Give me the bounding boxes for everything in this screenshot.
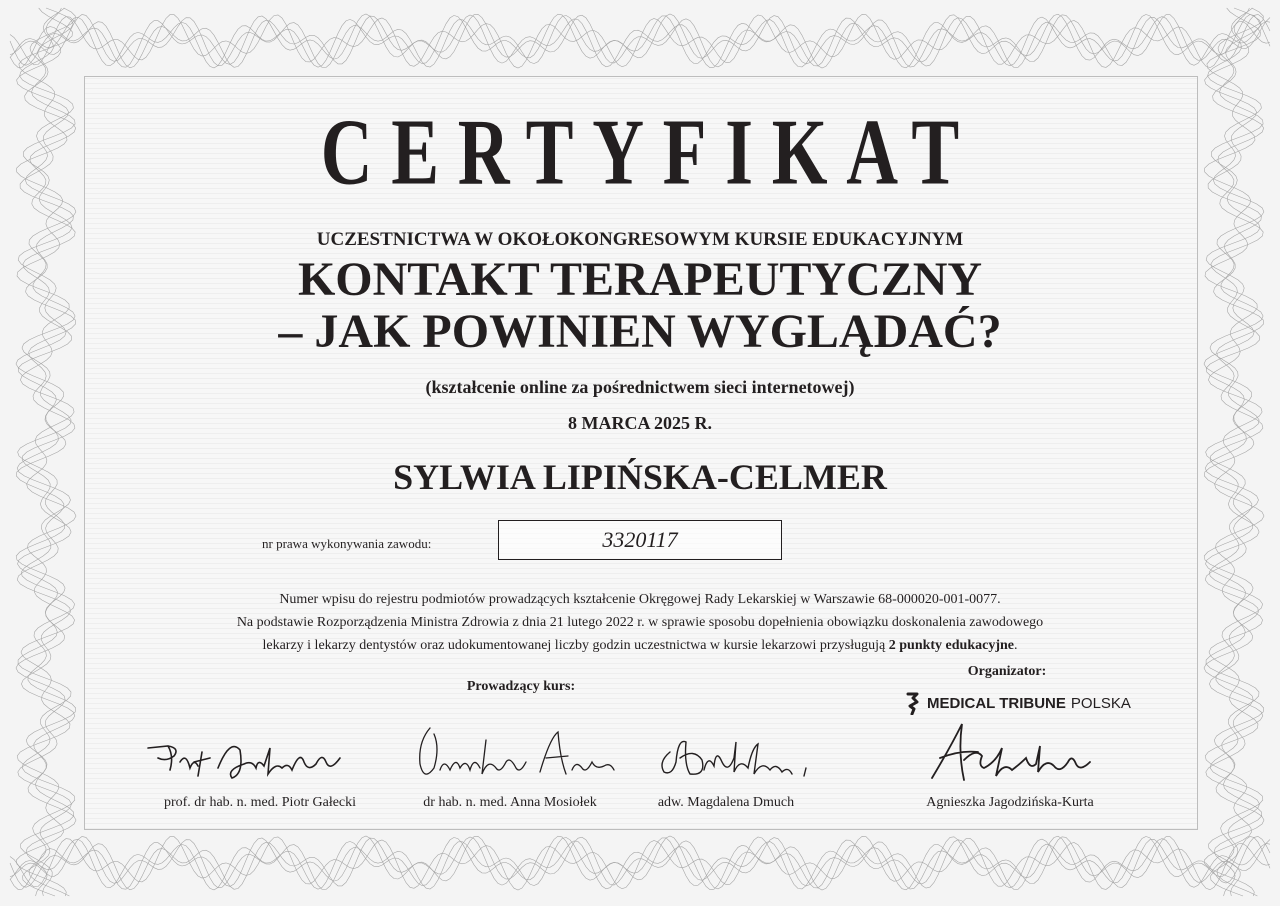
license-label: nr prawa wykonywania zawodu:	[262, 536, 432, 551]
registry-info: Numer wpisu do rejestru podmiotów prowadzących kształcenie Okręgowej Rady Lekarskiej w Warszawie 68-000020-001-0077.	[279, 592, 1001, 607]
certificate-title: CERTYFIKAT	[320, 99, 978, 205]
course-title-line-1: KONTAKT TERAPEUTYCZNY	[297, 253, 983, 306]
signature-agnieszka-jagodzinska-kurta	[920, 718, 1100, 792]
organizer-label: Organizator:	[967, 664, 1047, 679]
signer-name-3: adw. Magdalena Dmuch	[657, 795, 795, 810]
instructors-label: Prowadzący kurs:	[466, 679, 576, 694]
certificate-subtitle: UCZESTNICTWA W OKOŁOKONGRESOWYM KURSIE EDUKACYJNYM	[316, 229, 964, 250]
course-mode: (kształcenie online za pośrednictwem sieci internetowej)	[425, 377, 855, 397]
guilloche-line	[16, 8, 76, 896]
regulation-info: Na podstawie Rozporządzenia Ministra Zdrowia z dnia 21 lutego 2022 r. w sprawie sposobu dopełnienia obowiązku doskonalenia zawodowego	[236, 615, 1044, 630]
signature-piotr-galecki	[140, 718, 360, 792]
guilloche-line	[1204, 8, 1264, 896]
guilloche-line	[10, 836, 1270, 890]
guilloche-line	[10, 836, 1270, 890]
guilloche-line	[1204, 8, 1264, 896]
guilloche-line	[10, 836, 1270, 890]
signer-name-4: Agnieszka Jagodzińska-Kurta	[926, 795, 1094, 810]
course-title-line-2: – JAK POWINIEN WYGLĄDAĆ?	[278, 305, 1002, 358]
signer-name-2: dr hab. n. med. Anna Mosiołek	[423, 795, 597, 810]
signer-name-1: prof. dr hab. n. med. Piotr Gałecki	[163, 795, 357, 810]
guilloche-line	[10, 14, 1270, 68]
logo-country-text: POLSKA	[1070, 694, 1131, 712]
points-info-end: .	[1014, 638, 1018, 653]
license-number-box	[498, 520, 782, 560]
license-number: 3320117	[602, 527, 678, 552]
guilloche-line	[10, 14, 1270, 68]
points-info	[0, 634, 1280, 657]
participant-name: SYLWIA LIPIŃSKA-CELMER	[393, 457, 887, 497]
guilloche-line	[10, 14, 1270, 68]
signature-anna-mosiolek	[400, 718, 620, 792]
guilloche-line	[16, 8, 76, 896]
course-date: 8 MARCA 2025 R.	[568, 413, 712, 433]
points-info-text: lekarzy i lekarzy dentystów oraz udokumentowanej liczby godzin uczestnictwa w kursie lekarzowi przysługują	[262, 638, 889, 653]
logo-brand-text: MEDICAL TRIBUNE	[927, 694, 1066, 712]
points-value: 2 punkty edukacyjne	[888, 638, 1015, 653]
signature-magdalena-dmuch	[650, 718, 820, 792]
